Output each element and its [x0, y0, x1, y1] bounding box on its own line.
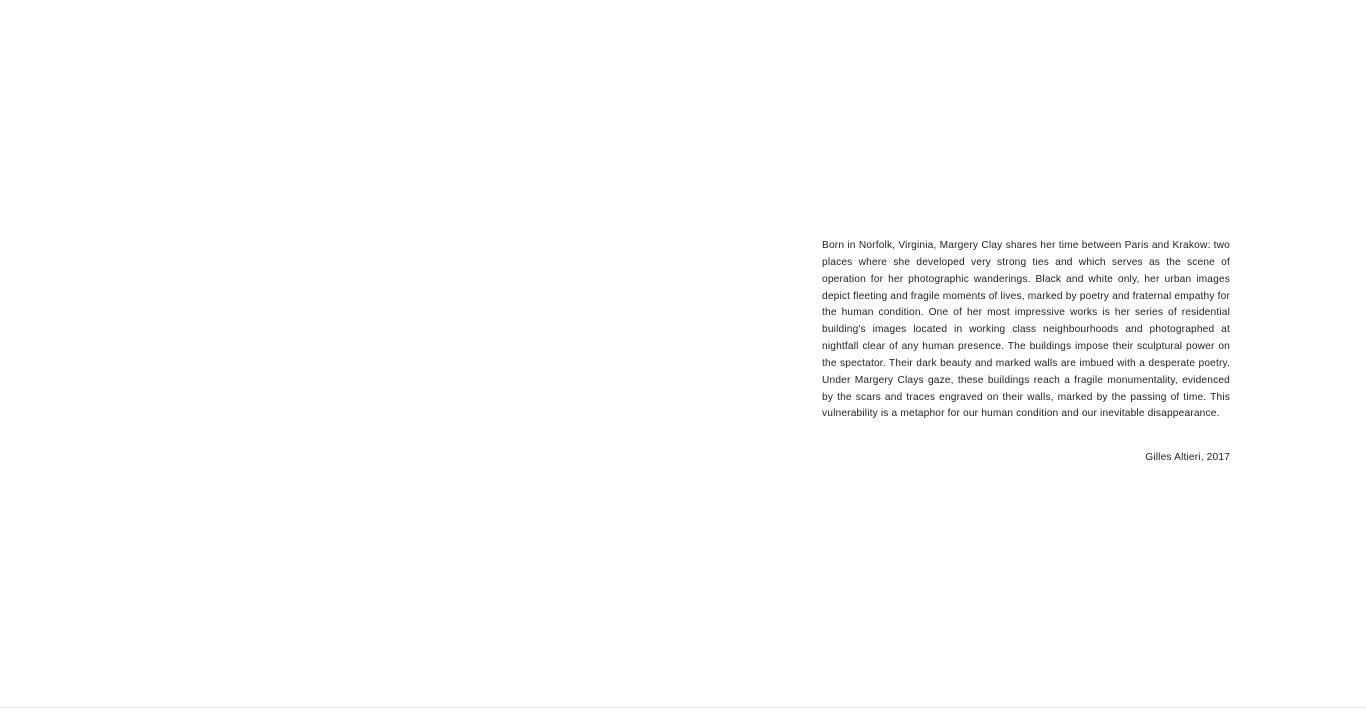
essay-text-block	[822, 238, 1230, 465]
essay-body-paragraph: Born in Norfolk, Virginia, Margery Clay shares her time between Paris and Krakow: two places where she developed very strong ties and which serves as the scene of operation for her photographic wanderings. Black and white only, her urban images depict fleeting and fragile moments of lives, marked by poetry and fraternal empathy for the human condition. One of her most impressive works is her series of residential building's images located in working class neighbourhoods and photographed at nightfall clear of any human presence. The buildings impose their sculptural power on the spectator. Their dark beauty and marked walls are imbued with a desperate poetry. Under Margery Clays gaze, these buildings reach a fragile monumentality, evidenced by the scars and traces engraved on their walls, marked by the passing of time. This vulnerability is a metaphor for our human condition and our inevitable disappearance.	[822, 240, 1230, 420]
essay-signature: Gilles Altieri, 2017	[1145, 452, 1230, 464]
page-bottom-divider	[0, 707, 1366, 708]
